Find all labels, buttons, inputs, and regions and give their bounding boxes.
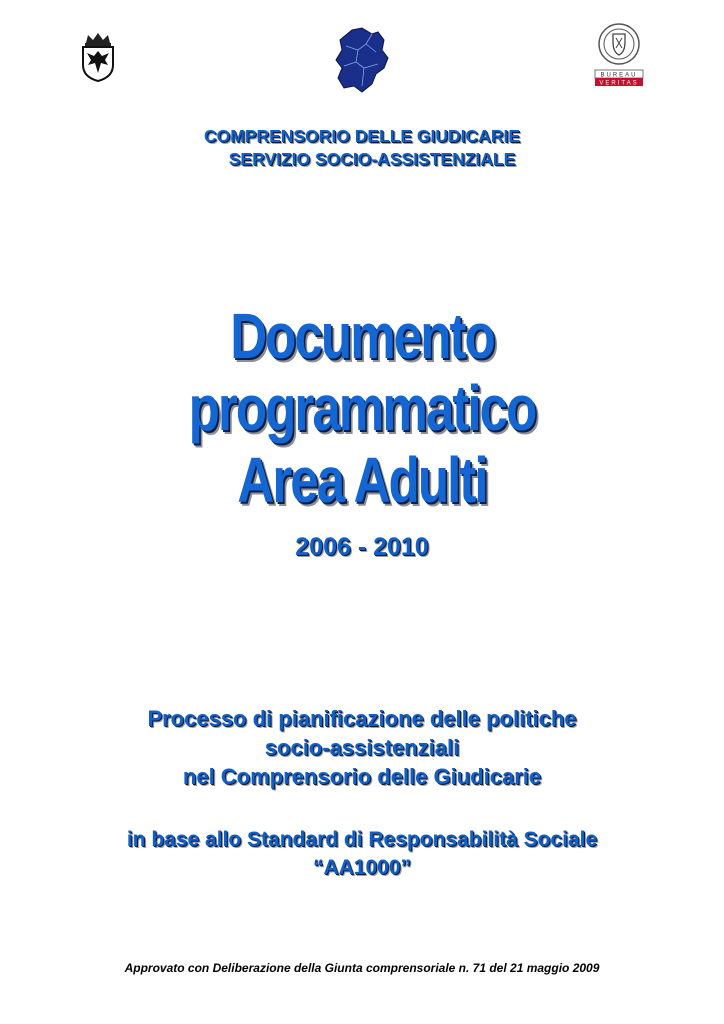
territory-map-logo [332, 26, 396, 94]
period-years: 2006 - 2010 [295, 533, 429, 561]
title-line-1: Documento programmatico [188, 300, 536, 444]
process-description [0, 704, 724, 791]
standard-line-1: in base allo Standard di Responsabilità Sociale [126, 828, 598, 851]
approval-note: Approvato con Deliberazione della Giunta comprensoriale n. 71 del 21 maggio 2009 [124, 961, 600, 975]
document-title [72, 300, 651, 516]
organization-name: COMPRENSORIO DELLE GIUDICARIE [204, 126, 520, 146]
title-line-2: Area Adulti [237, 444, 487, 516]
process-line-1: Processo di pianificazione delle politiche [147, 706, 577, 731]
bureau-veritas-logo [594, 20, 644, 88]
organization-heading [0, 125, 724, 171]
service-name: SERVIZIO SOCIO-ASSISTENZIALE [228, 149, 516, 169]
logo-line2: VERITAS [599, 80, 639, 87]
coat-of-arms-logo [78, 31, 118, 83]
certification-seal-icon [594, 20, 644, 88]
logo-line1: BUREAU [600, 72, 638, 79]
standard-line-2: “AA1000” [312, 856, 412, 879]
process-line-3: nel Comprensorio delle Giudicarie [182, 764, 542, 789]
process-line-2: socio-assistenziali [264, 735, 460, 760]
standard-description [0, 826, 724, 882]
